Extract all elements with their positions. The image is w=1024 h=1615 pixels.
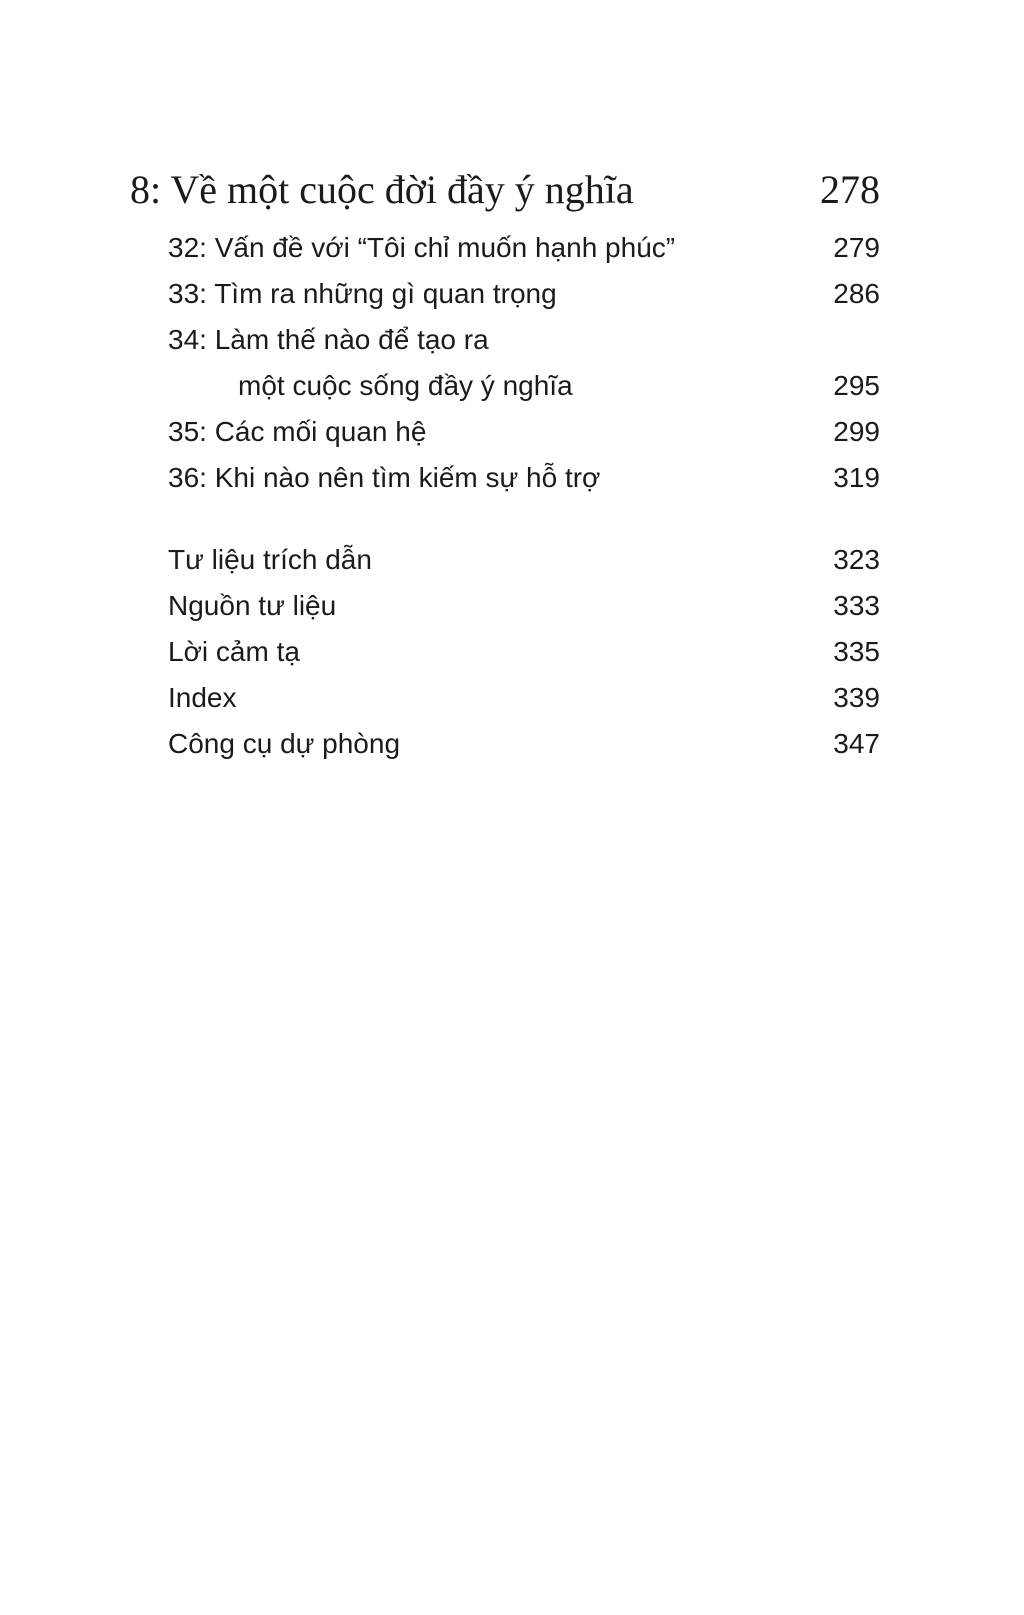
toc-entry-continuation	[168, 363, 880, 409]
toc-entry-page-number: 333	[833, 590, 880, 621]
toc-entry-label: 33: Tìm ra những gì quan trọng	[168, 278, 557, 309]
toc-entry-page-number: 335	[833, 636, 880, 667]
toc-entry-label: 36: Khi nào nên tìm kiếm sự hỗ trợ	[168, 462, 601, 493]
toc-entry	[168, 721, 880, 767]
toc-entry	[168, 225, 880, 271]
toc-entry-page-number: 286	[833, 278, 880, 309]
toc-entry-page-number: 299	[833, 416, 880, 447]
toc-entry	[168, 675, 880, 721]
toc-entry-label: Index	[168, 682, 237, 713]
toc-entry-label: 32: Vấn đề với “Tôi chỉ muốn hạnh phúc”	[168, 232, 676, 263]
toc-entry	[168, 455, 880, 501]
toc-entry-label: Tư liệu trích dẫn	[168, 544, 372, 575]
toc-entry-page-number: 279	[833, 232, 880, 263]
toc-entry	[168, 271, 880, 317]
toc-entry-label: một cuộc sống đầy ý nghĩa	[238, 370, 573, 401]
toc-entry-label: 34: Làm thế nào để tạo ra	[168, 324, 489, 355]
toc-entry-page-number: 339	[833, 682, 880, 713]
toc-entry-page-number: 347	[833, 728, 880, 759]
toc-entry	[168, 317, 880, 363]
toc-entry-page-number: 319	[833, 462, 880, 493]
toc-entry-label: Nguồn tư liệu	[168, 590, 337, 621]
chapter-heading-row	[130, 166, 880, 214]
toc-entry-label: Lời cảm tạ	[168, 636, 300, 667]
toc-entry	[168, 409, 880, 455]
chapter-section-list	[168, 225, 880, 501]
toc-entry	[168, 583, 880, 629]
toc-entry	[168, 629, 880, 675]
toc-entry-page-number: 323	[833, 544, 880, 575]
toc-entry-label: 35: Các mối quan hệ	[168, 416, 427, 447]
chapter-title: 8: Về một cuộc đời đầy ý nghĩa	[130, 167, 634, 212]
toc-entry	[168, 537, 880, 583]
chapter-page-number: 278	[820, 167, 880, 212]
back-matter-list	[168, 537, 880, 767]
toc-entry-label: Công cụ dự phòng	[168, 728, 401, 759]
toc-entry-page-number: 295	[833, 370, 880, 401]
